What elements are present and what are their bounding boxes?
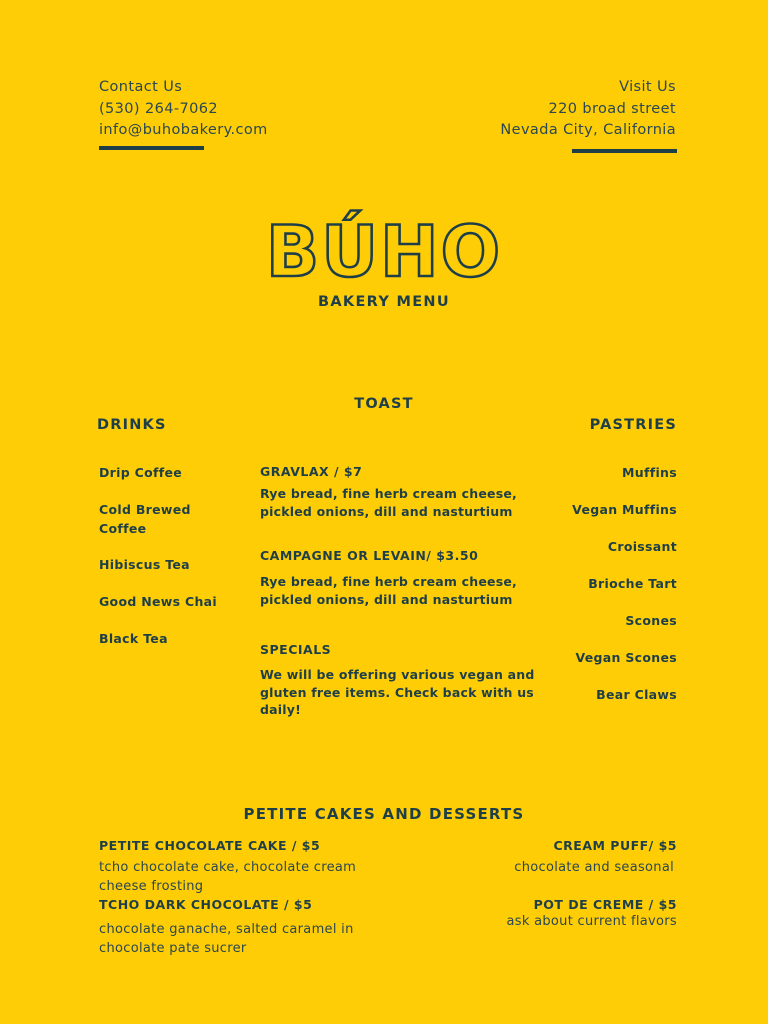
cake-item-title: POT DE CREME / $5: [533, 897, 677, 912]
cake-item-title: PETITE CHOCOLATE CAKE / $5: [99, 838, 321, 853]
brand-logo: BÚHO: [265, 211, 503, 293]
toast-item-title: CAMPAGNE OR LEVAIN/ $3.50: [260, 548, 479, 563]
contact-phone[interactable]: (530) 264-7062: [99, 100, 219, 117]
cakes-heading: PETITE CAKES AND DESSERTS: [243, 805, 525, 823]
visit-block: [500, 77, 676, 142]
toast-item-title: SPECIALS: [260, 642, 332, 657]
toast-heading: TOAST: [354, 396, 414, 412]
drinks-list: [99, 463, 239, 666]
drink-item: Drip Coffee: [99, 465, 183, 480]
contact-divider: [99, 146, 204, 150]
visit-city: Nevada City, California: [500, 122, 676, 138]
drink-item: Black Tea: [99, 631, 168, 646]
visit-street: 220 broad street: [548, 100, 676, 117]
cake-item-desc: chocolate and seasonal: [514, 860, 674, 875]
pastry-item: Bear Claws: [596, 687, 677, 702]
pastry-item: Scones: [625, 613, 677, 628]
cake-item-title: TCHO DARK CHOCOLATE / $5: [99, 897, 313, 912]
cake-item-title: CREAM PUFF/ $5: [553, 838, 677, 853]
cake-item-desc: ask about current flavors: [506, 914, 677, 929]
toast-item-title: GRAVLAX / $7: [260, 464, 363, 479]
cake-item-desc: chocolate ganache, salted caramel in chocolate pate sucrer: [99, 922, 354, 956]
pastry-item: Brioche Tart: [588, 576, 677, 591]
pastry-item: Vegan Muffins: [572, 502, 677, 517]
drinks-heading: DRINKS: [97, 417, 167, 433]
drink-item: Cold Brewed Coffee: [99, 502, 191, 536]
contact-email[interactable]: info@buhobakery.com: [99, 122, 268, 138]
contact-block: [99, 77, 268, 142]
toast-item-desc: Rye bread, fine herb cream cheese, pickled onions, dill and nasturtium: [260, 574, 518, 607]
toast-item-desc: Rye bread, fine herb cream cheese, pickled onions, dill and nasturtium: [260, 486, 518, 519]
pastries-heading: PASTRIES: [589, 417, 677, 433]
drink-item: Hibiscus Tea: [99, 557, 190, 572]
drink-item: Good News Chai: [99, 594, 218, 609]
cake-item-desc: tcho chocolate cake, chocolate cream cheese frosting: [99, 860, 357, 894]
pastry-item: Croissant: [607, 539, 677, 554]
toast-item-desc: We will be offering various vegan and gluten free items. Check back with us daily!: [260, 667, 535, 717]
visit-heading: Visit Us: [619, 79, 676, 95]
contact-heading: Contact Us: [99, 79, 183, 95]
pastries-list: [477, 463, 677, 722]
pastry-item: Vegan Scones: [575, 650, 677, 665]
pastry-item: Muffins: [622, 465, 677, 480]
menu-subtitle: BAKERY MENU: [318, 294, 450, 310]
visit-divider: [572, 149, 677, 153]
